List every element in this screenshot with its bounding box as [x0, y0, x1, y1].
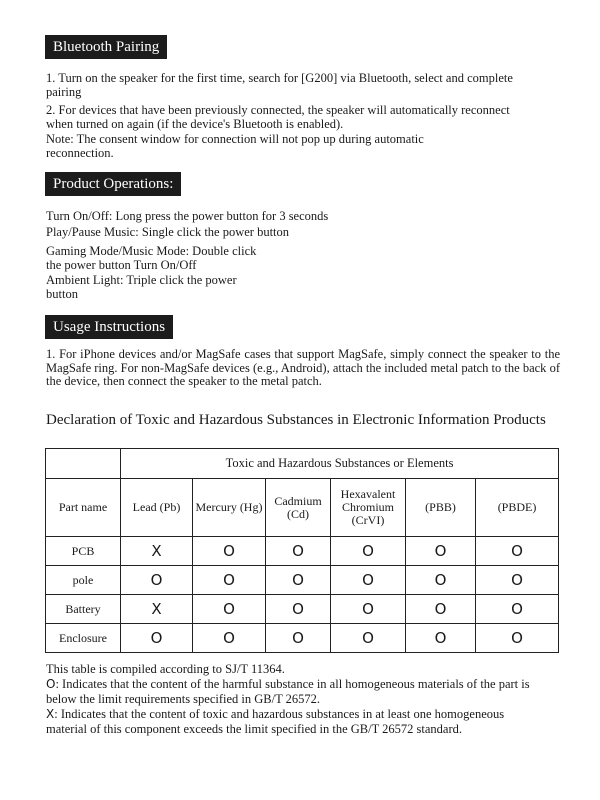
pbde-cell: O — [476, 595, 559, 624]
lead-cell: X — [121, 537, 193, 566]
header-lead: Lead (Pb) — [121, 479, 193, 537]
x-symbol: X — [46, 707, 55, 721]
operation-ambient: Ambient Light: Triple click the power button — [46, 273, 237, 301]
o-symbol: O — [46, 677, 56, 691]
lead-cell: X — [121, 595, 193, 624]
bluetooth-step-2: 2. For devices that have been previously connected, the speaker will automatically reconnect when turned on again (if the device's Bluetooth is enabled). — [46, 103, 510, 131]
lead-cell: O — [121, 624, 193, 653]
part-name-cell: pole — [46, 566, 121, 595]
mercury-cell: O — [193, 595, 266, 624]
pbb-cell: O — [406, 624, 476, 653]
operation-play: Play/Pause Music: Single click the power button — [46, 225, 290, 239]
chromium-cell: O — [331, 595, 406, 624]
cadmium-cell: O — [266, 624, 331, 653]
cadmium-cell: O — [266, 566, 331, 595]
pbb-cell: O — [406, 537, 476, 566]
cadmium-cell: O — [266, 595, 331, 624]
pbde-cell: O — [476, 566, 559, 595]
header-hexavalent-chromium: Hexavalent Chromium (CrVI) — [331, 479, 406, 537]
table-row — [46, 537, 559, 566]
part-name-cell: Enclosure — [46, 624, 121, 653]
pbde-cell: O — [476, 624, 559, 653]
header-part-name: Part name — [46, 479, 121, 537]
hazardous-substances-table — [45, 448, 559, 653]
usage-text: 1. For iPhone devices and/or MagSafe cases that support MagSafe, simply connect the speaker to the MagSafe ring. For non-MagSafe devices (e.g., Android), attach the included metal patch to the back of the device, then connect the speaker to the metal patch. — [46, 347, 560, 388]
chromium-cell: O — [331, 624, 406, 653]
table-row — [46, 624, 559, 653]
bluetooth-step-1: 1. Turn on the speaker for the first time, search for [G200] via Bluetooth, select and complete pairing — [46, 71, 513, 99]
cadmium-cell: O — [266, 537, 331, 566]
bluetooth-note: Note: The consent window for connection will not pop up during automatic reconnection. — [46, 132, 424, 160]
header-pbb: (PBB) — [406, 479, 476, 537]
bluetooth-heading: Bluetooth Pairing — [45, 35, 167, 59]
x-legend-text: : Indicates that the content of toxic and hazardous substances in at least one homogeneous material of this component exceeds the limit specified in the GB/T 26572 standard. — [46, 707, 505, 736]
operation-gaming: Gaming Mode/Music Mode: Double click the power button Turn On/Off — [46, 244, 257, 272]
pbb-cell: O — [406, 595, 476, 624]
chromium-cell: O — [331, 537, 406, 566]
table-notes — [46, 662, 546, 737]
mercury-cell: O — [193, 537, 266, 566]
mercury-cell: O — [193, 624, 266, 653]
header-pbde: (PBDE) — [476, 479, 559, 537]
table-blank-corner — [46, 449, 121, 479]
header-cadmium: Cadmium (Cd) — [266, 479, 331, 537]
table-caption: Toxic and Hazardous Substances or Elements — [121, 449, 559, 479]
table-row — [46, 566, 559, 595]
mercury-cell: O — [193, 566, 266, 595]
table-row — [46, 595, 559, 624]
part-name-cell: PCB — [46, 537, 121, 566]
o-legend — [46, 677, 546, 707]
header-mercury: Mercury (Hg) — [193, 479, 266, 537]
lead-cell: O — [121, 566, 193, 595]
part-name-cell: Battery — [46, 595, 121, 624]
chromium-cell: O — [331, 566, 406, 595]
o-legend-text: : Indicates that the content of the harmful substance in all homogeneous materials of the part is below the limit requirements specified in GB/T 26572. — [46, 677, 530, 706]
pbde-cell: O — [476, 537, 559, 566]
pbb-cell: O — [406, 566, 476, 595]
x-legend — [46, 707, 546, 737]
operation-power: Turn On/Off: Long press the power button for 3 seconds — [46, 209, 329, 223]
compiled-note: This table is compiled according to SJ/T 11364. — [46, 662, 285, 676]
declaration-title: Declaration of Toxic and Hazardous Substances in Electronic Information Products — [46, 412, 546, 428]
operations-heading: Product Operations: — [45, 172, 181, 196]
usage-heading: Usage Instructions — [45, 315, 173, 339]
